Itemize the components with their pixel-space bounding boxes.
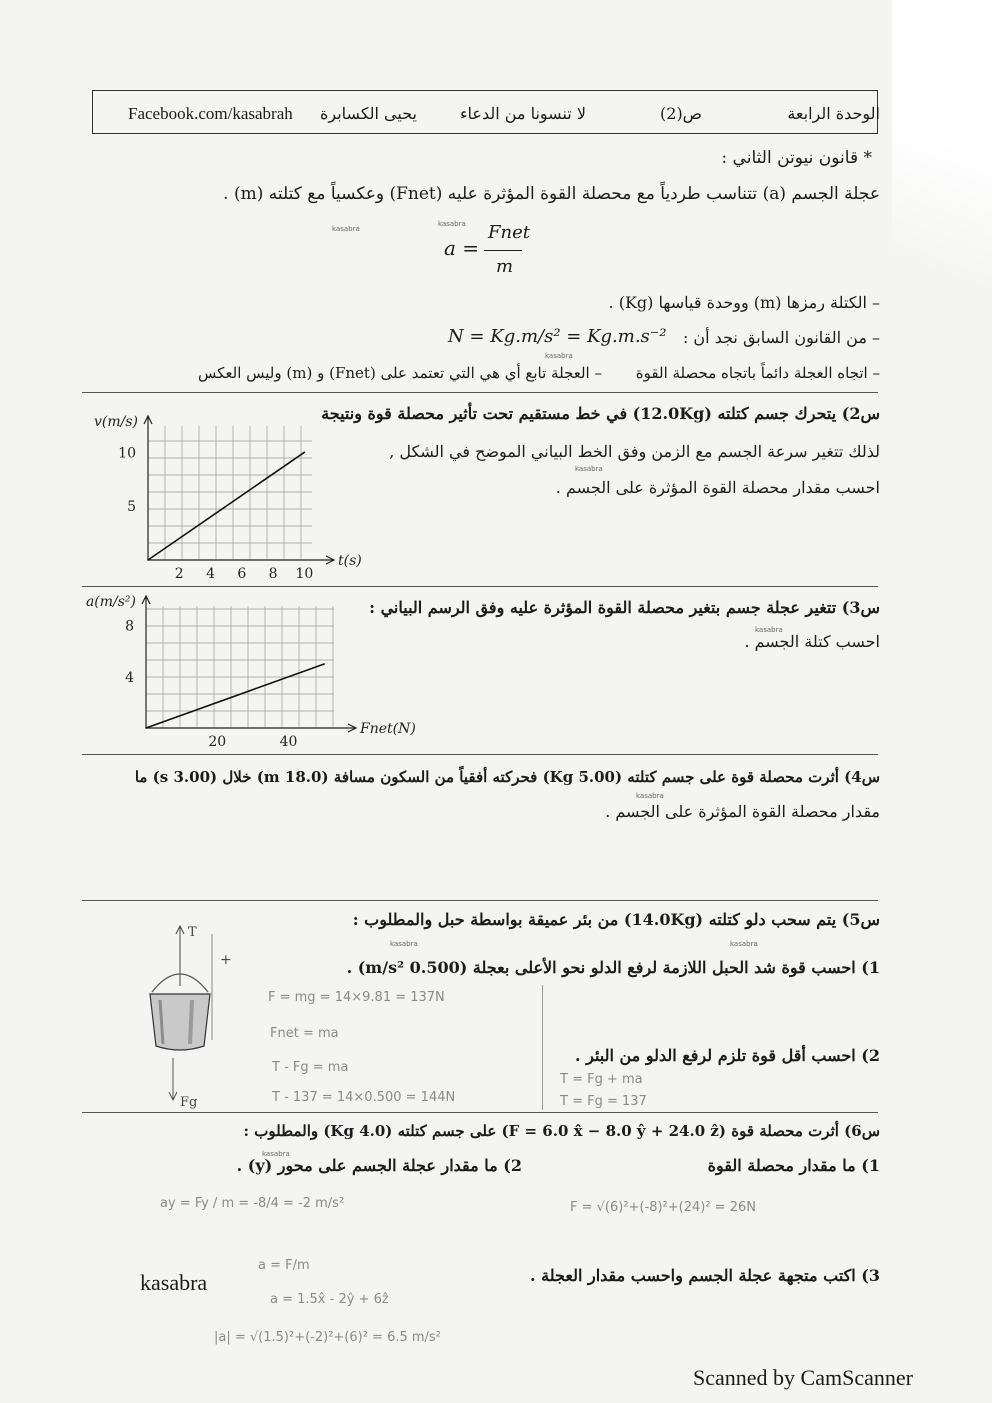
watermark: kasabra bbox=[755, 626, 783, 634]
handwriting-divider bbox=[542, 985, 543, 1110]
label-plus: + bbox=[220, 952, 232, 968]
q6-line1: س6) أثرت محصلة قوة (F = 6.0 x̂ − 8.0 ŷ + 24.0 ẑ) على جسم كتلته (4.0 Kg) والمطلوب : bbox=[243, 1122, 880, 1140]
direction-note-2: – العجلة تابع أي هي التي تعتمد على (Fnet) و (m) وليس العكس bbox=[198, 364, 602, 382]
x-tick-label: 6 bbox=[237, 566, 247, 582]
handwriting-line: a = 1.5x̂ - 2ŷ + 6ẑ bbox=[270, 1292, 389, 1307]
data-point bbox=[147, 559, 149, 561]
header-author: يحيى الكسابرة bbox=[320, 104, 417, 123]
handwriting-line: Fnet = ma bbox=[270, 1026, 339, 1041]
data-point bbox=[323, 663, 325, 665]
intro-statement: عجلة الجسم (a) تتناسب طردياً مع محصلة القوة المؤثرة عليه (Fnet) وعكسياً مع كتلته (m) . bbox=[223, 184, 880, 204]
data-series-line bbox=[146, 664, 324, 728]
handwriting-line: T - 137 = 14×0.500 = 144N bbox=[272, 1090, 456, 1105]
handwriting-line: F = √(6)²+(-8)²+(24)² = 26N bbox=[570, 1200, 756, 1215]
watermark: kasabra bbox=[332, 225, 360, 233]
header-page: ص(2) bbox=[660, 104, 703, 123]
watermark: kasabra bbox=[730, 940, 758, 948]
formula-lhs: a = bbox=[444, 236, 480, 260]
x-tick-label: 10 bbox=[295, 566, 314, 582]
label-T: T bbox=[188, 925, 197, 940]
q5-part1: 1) احسب قوة شد الحبل اللازمة لرفع الدلو نحو الأعلى بعجلة (0.500 m/s²) . bbox=[346, 958, 880, 977]
data-point bbox=[145, 727, 147, 729]
bucket-shade bbox=[190, 1000, 192, 1044]
handwriting-line: a = F/m bbox=[258, 1258, 310, 1273]
divider bbox=[82, 754, 878, 755]
q4-line2: مقدار محصلة القوة المؤثرة على الجسم . bbox=[605, 802, 880, 821]
y-tick-label: 10 bbox=[118, 445, 136, 462]
data-series-line bbox=[148, 452, 304, 560]
y-tick-label: 4 bbox=[125, 669, 134, 686]
bucket-diagram bbox=[140, 920, 250, 1110]
q2-line1: س2) يتحرك جسم كتلته (12.0Kg) في خط مستقيم تحت تأثير محصلة قوة ونتيجة bbox=[321, 404, 880, 423]
header-dua: لا تنسونا من الدعاء bbox=[460, 104, 586, 123]
divider bbox=[82, 586, 878, 587]
direction-note: – اتجاه العجلة دائماً باتجاه محصلة القوة bbox=[635, 364, 880, 382]
handwriting-line: F = mg = 14×9.81 = 137N bbox=[268, 990, 445, 1005]
watermark: kasabra bbox=[438, 220, 466, 228]
header-facebook: Facebook.com/kasabrah bbox=[128, 104, 293, 123]
x-tick-label: 8 bbox=[268, 566, 278, 582]
watermark: kasabra bbox=[390, 940, 418, 948]
watermark: kasabra bbox=[262, 1150, 290, 1158]
x-tick-label: 20 bbox=[208, 734, 227, 750]
velocity-time-chart bbox=[60, 400, 410, 590]
divider bbox=[82, 900, 878, 901]
watermark: kasabra bbox=[636, 792, 664, 800]
formula-denominator: m bbox=[496, 256, 514, 277]
handwriting-line: ay = Fy / m = -8/4 = -2 m/s² bbox=[160, 1196, 345, 1211]
unit-note: – من القانون السابق نجد أن : bbox=[682, 328, 880, 347]
label-Fg: Fg bbox=[180, 1095, 198, 1110]
handwriting-line: T - Fg = ma bbox=[272, 1060, 349, 1075]
page-curl-corner bbox=[892, 0, 992, 360]
header-unit: الوحدة الرابعة bbox=[787, 104, 880, 123]
y-tick-label: 5 bbox=[127, 499, 136, 516]
x-axis-label: Fnet(N) bbox=[360, 721, 416, 737]
y-tick-label: 8 bbox=[125, 618, 134, 635]
x-tick-label: 40 bbox=[279, 734, 298, 750]
q3-line2: احسب كتلة الجسم . bbox=[744, 632, 880, 651]
data-point bbox=[304, 452, 306, 454]
x-axis-label: t(s) bbox=[338, 553, 362, 569]
y-axis-label: a(m/s²) bbox=[85, 594, 136, 610]
x-tick-label: 4 bbox=[206, 566, 216, 582]
x-tick-label: 2 bbox=[174, 566, 184, 582]
q3-line1: س3) تتغير عجلة جسم بتغير محصلة القوة المؤثرة عليه وفق الرسم البياني : bbox=[369, 598, 880, 617]
handwriting-line: T = Fg + ma bbox=[560, 1072, 643, 1087]
divider bbox=[82, 1112, 878, 1113]
acceleration-force-chart bbox=[60, 594, 430, 754]
watermark: kasabra bbox=[575, 465, 603, 473]
q5-line1: س5) يتم سحب دلو كتلته (14.0Kg) من بئر عميقة بواسطة حبل والمطلوب : bbox=[352, 910, 880, 929]
handwriting-line: T = Fg = 137 bbox=[560, 1094, 647, 1109]
fraction-bar bbox=[484, 250, 522, 251]
handwriting-line: |a| = √(1.5)²+(-2)²+(6)² = 6.5 m/s² bbox=[214, 1330, 441, 1345]
intro-heading: * قانون نيوتن الثاني : bbox=[721, 148, 872, 168]
scanner-credit: Scanned by CamScanner bbox=[693, 1365, 913, 1390]
formula-numerator: Fnet bbox=[488, 222, 530, 243]
q2-line2: لذلك تتغير سرعة الجسم مع الزمن وفق الخط البياني الموضح في الشكل , bbox=[389, 442, 880, 461]
q5-part2: 2) احسب أقل قوة تلزم لرفع الدلو من البئر . bbox=[574, 1046, 880, 1065]
q6-part2: 2) ما مقدار عجلة الجسم على محور (y) . bbox=[236, 1156, 522, 1175]
mass-note: – الكتلة رمزها (m) ووحدة قياسها (Kg) . bbox=[608, 293, 880, 312]
unit-formula: N = Kg.m/s² = Kg.m.s⁻² bbox=[448, 326, 667, 347]
watermark: kasabra bbox=[545, 352, 573, 360]
y-axis-label: v(m/s) bbox=[93, 414, 138, 430]
divider bbox=[82, 392, 878, 393]
kasabra-label: kasabra bbox=[140, 1270, 208, 1295]
q6-part3: 3) اكتب متجهة عجلة الجسم واحسب مقدار العجلة . bbox=[530, 1266, 880, 1285]
q2-line3: احسب مقدار محصلة القوة المؤثرة على الجسم . bbox=[555, 478, 880, 497]
q6-part1: 1) ما مقدار محصلة القوة bbox=[707, 1156, 880, 1175]
q4-line1: س4) أثرت محصلة قوة على جسم كتلته (5.00 Kg) فحركته أفقياً من السكون مسافة (18.0 m) خلال (3.00 s) ما bbox=[134, 768, 880, 786]
